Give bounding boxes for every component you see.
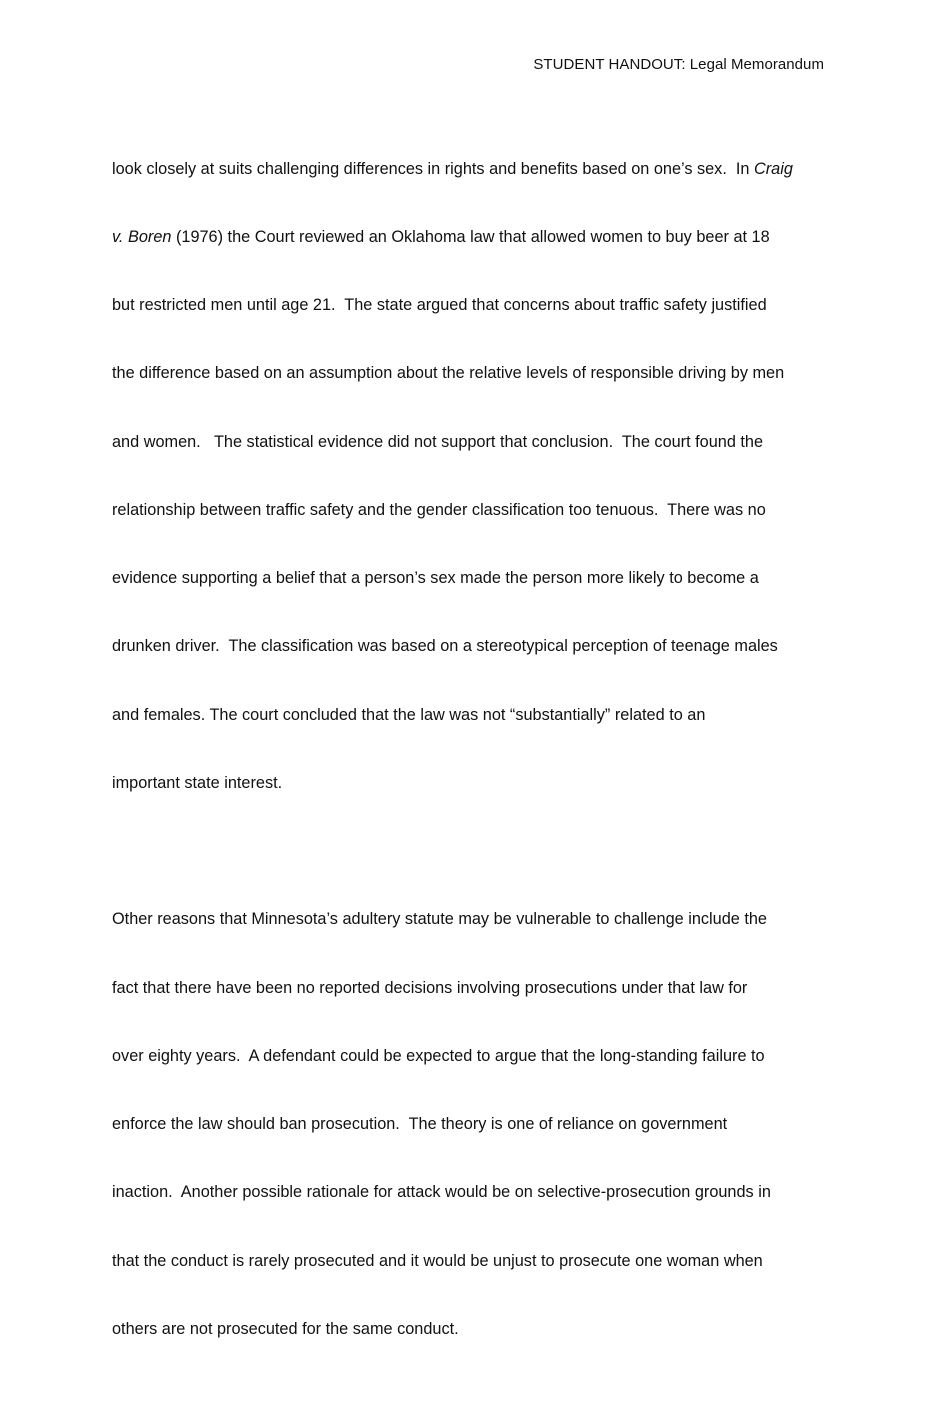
text-line: evidence supporting a belief that a person’s sex made the person more likely to become a <box>112 569 759 587</box>
running-header: STUDENT HANDOUT: Legal Memorandum <box>533 56 824 73</box>
text-line: and women. The statistical evidence did not support that conclusion. The court found the <box>112 432 764 451</box>
text-line: look closely at suits challenging differences in rights and benefits based on one’s sex. In Craig <box>112 159 793 178</box>
text-line: important state interest. <box>112 773 283 792</box>
text-line: v. Boren (1976) the Court reviewed an Oklahoma law that allowed women to buy beer at 18 <box>112 227 770 246</box>
memorandum-body <box>112 112 824 1409</box>
paragraph-adultery-statute <box>112 863 824 1386</box>
text-line: relationship between traffic safety and the gender classification too tenuous. There was no <box>112 500 766 519</box>
text-line: over eighty years. A defendant could be expected to argue that the long-standing failure to <box>112 1046 765 1065</box>
text-line: others are not prosecuted for the same conduct. <box>112 1319 459 1338</box>
text-line: fact that there have been no reported decisions involving prosecutions under that law for <box>112 978 748 997</box>
text-line: inaction. Another possible rationale for attack would be on selective-prosecution grounds in <box>112 1183 771 1202</box>
text-line: the difference based on an assumption about the relative levels of responsible driving by men <box>112 364 785 383</box>
text-line: Other reasons that Minnesota’s adultery statute may be vulnerable to challenge include the <box>112 910 767 929</box>
text-line: but restricted men until age 21. The state argued that concerns about traffic safety justified <box>112 296 767 314</box>
paragraph-craig-v-boren <box>112 112 824 840</box>
text-line: enforce the law should ban prosecution. The theory is one of reliance on government <box>112 1115 728 1133</box>
text-line: and females. The court concluded that the law was not “substantially” related to an <box>112 705 706 724</box>
text-line: drunken driver. The classification was based on a stereotypical perception of teenage males <box>112 637 778 656</box>
text-line: that the conduct is rarely prosecuted and it would be unjust to prosecute one woman when <box>112 1251 763 1270</box>
